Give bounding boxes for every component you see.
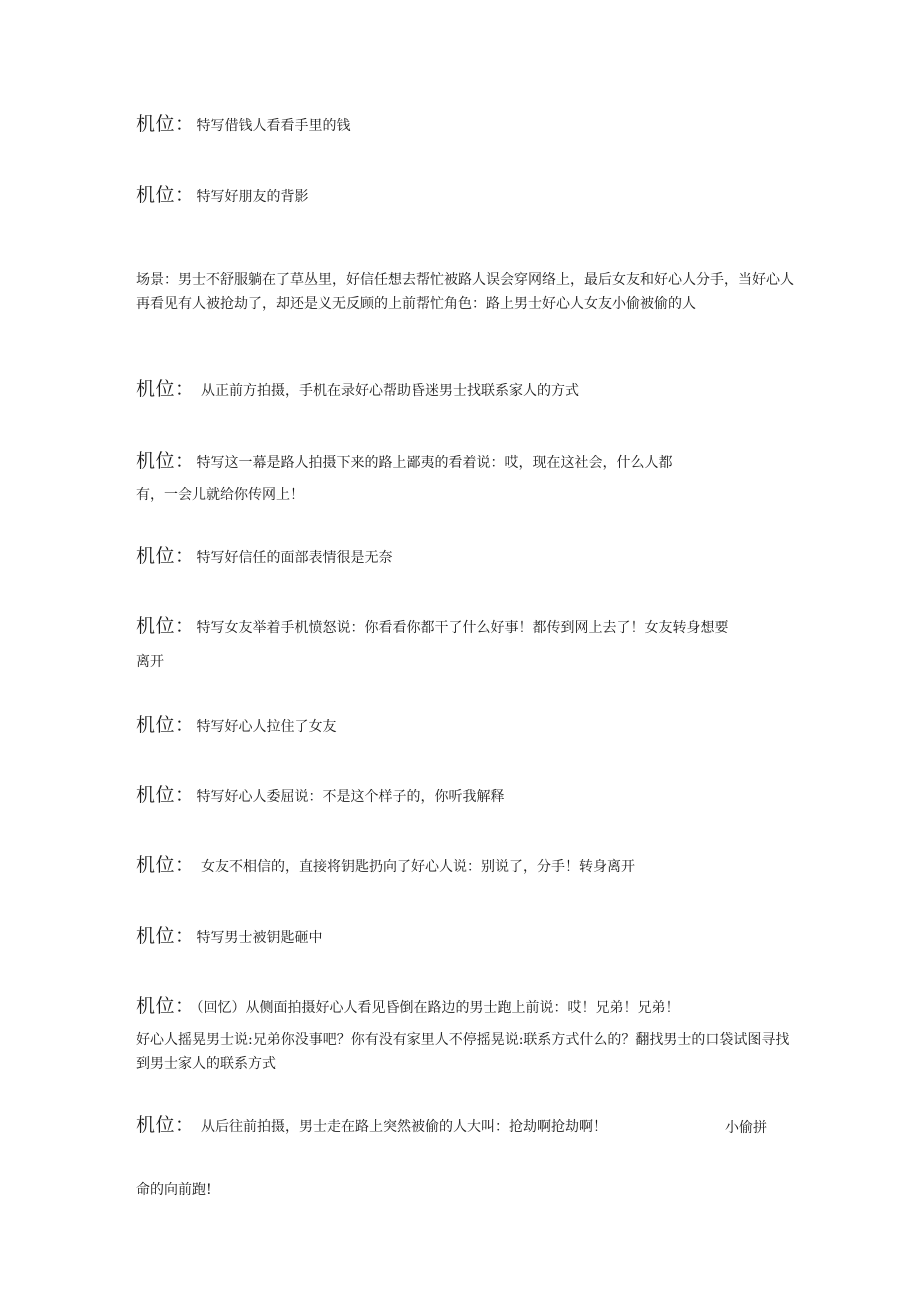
shot-6 [136,616,729,638]
shot-text: 特写借钱人看看手里的钱 [196,118,351,134]
shot-3 [136,379,579,401]
shot-label: 机位： [136,615,195,637]
shot-1 [136,114,351,136]
shot-label: 机位： [136,925,195,947]
shot-text: 特写女友举着手机愤怒说：你看看你都干了什么好事！都传到网上去了！女友转身想要 [196,620,729,636]
shot-label: 机位： [136,854,195,876]
scene-description: 场景：男士不舒服躺在了草丛里，好信任想去帮忙被路人误会穿网络上，最后女友和好心人分手，当好心人再看见有人被抢劫了，却还是义无反顾的上前帮忙角色：路上男士好心人女友小偷被偷的人 [136,272,794,312]
shot-label: 机位： [136,450,195,472]
shot-6-continuation: 离开 [136,654,164,670]
shot-label: 机位： [136,545,195,567]
shot-label: 机位： [136,113,195,135]
shot-label: 机位： [136,995,195,1017]
shot-text: 特写这一幕是路人拍摄下来的路上鄙夷的看着说：哎，现在这社会，什么人都 [196,455,673,471]
shot-10 [136,926,323,948]
shot-9 [136,855,635,877]
shot-text: 从后往前拍摄，男士走在路上突然被偷的人大叫：抢劫啊抢劫啊！ [196,1119,607,1135]
shot-7 [136,715,337,737]
shot-label: 机位： [136,1114,195,1136]
shot-text: 特写好信任的面部表情很是无奈 [196,550,393,566]
shot-text: 女友不相信的，直接将钥匙扔向了好心人说：别说了，分手！转身离开 [196,859,635,875]
shot-8 [136,785,505,807]
shot-12-tail: 小偷拼 [725,1120,767,1136]
shot-2 [136,185,309,207]
shot-text: 特写男士被钥匙砸中 [196,930,323,946]
shot-text: 特写好朋友的背影 [196,189,309,205]
shot-text: 从正前方拍摄，手机在录好心帮助昏迷男士找联系家人的方式 [196,383,579,399]
shot-11-continuation: 好心人摇晃男士说:兄弟你没事吧？你有没有家里人不停摇晃说:联系方式什么的？翻找男士的口袋试图寻找到男士家人的联系方式 [136,1032,790,1072]
shot-11 [136,996,680,1018]
shot-4 [136,451,673,473]
shot-12 [136,1115,607,1137]
shot-text: （回忆）从侧面拍摄好心人看见昏倒在路边的男士跑上前说：哎！兄弟！兄弟！ [196,1000,680,1016]
shot-label: 机位： [136,784,195,806]
shot-5 [136,546,393,568]
shot-label: 机位： [136,714,195,736]
shot-4-continuation: 有，一会儿就给你传网上！ [136,487,304,503]
shot-label: 机位： [136,184,195,206]
shot-12-continuation: 命的向前跑! [136,1182,212,1198]
shot-text: 特写好心人拉住了女友 [196,719,337,735]
shot-text: 特写好心人委屈说：不是这个样子的，你听我解释 [196,789,505,805]
shot-label: 机位： [136,378,195,400]
